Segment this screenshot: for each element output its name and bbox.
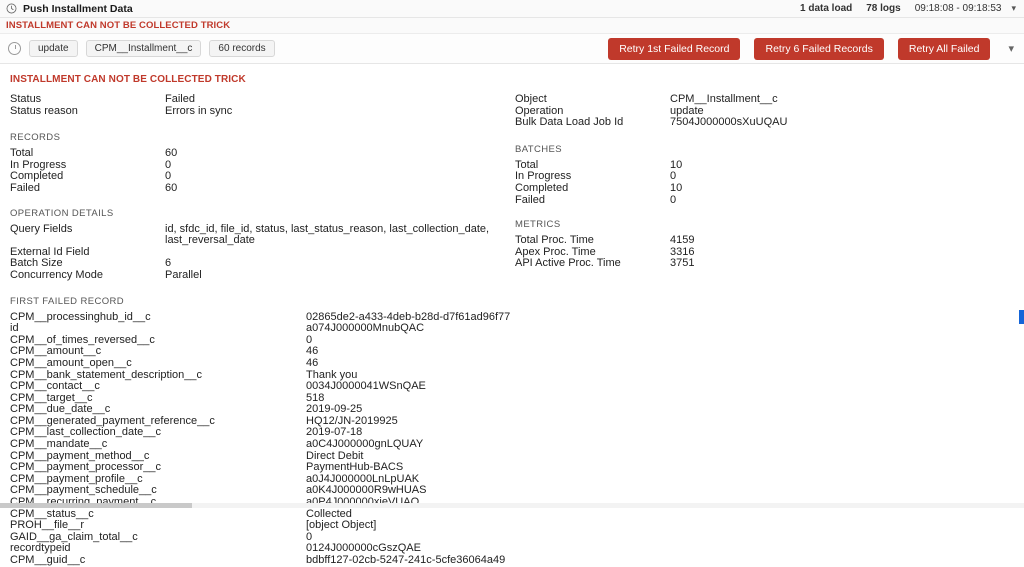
field-row: [10, 106, 512, 118]
field-label: CPM__due_date__c: [10, 403, 111, 416]
field-label: CPM__last_collection_date__c: [10, 426, 162, 439]
field-row: [515, 160, 1014, 172]
field-row: [515, 235, 1014, 247]
field-value: 2019-09-25: [306, 403, 363, 416]
operation-pill[interactable]: update: [29, 40, 78, 57]
data-load-count: 1 data load: [800, 3, 853, 14]
field-label: Total: [10, 147, 34, 160]
field-row: [515, 171, 1014, 183]
field-label: Operation: [515, 104, 564, 117]
field-label: Failed: [10, 181, 40, 194]
summary-left-column: [10, 94, 512, 282]
object-pill[interactable]: CPM__Installment__c: [86, 40, 202, 57]
field-value: 46: [306, 345, 319, 358]
field-value: 0: [670, 193, 677, 206]
field-row: [10, 148, 512, 160]
field-label: Query Fields: [10, 222, 73, 235]
field-value: a0K4J000000R9wHUAS: [306, 484, 427, 497]
field-value: bdbff127-02cb-5247-241c-5cfe36064a49: [306, 554, 506, 566]
field-value: 0: [165, 170, 172, 183]
field-value: 60: [165, 181, 178, 194]
chevron-down-icon[interactable]: ▾: [1008, 43, 1014, 55]
chevron-down-icon[interactable]: ▾: [1011, 3, 1016, 13]
field-value: a074J000000MnubQAC: [306, 322, 425, 335]
field-label: CPM__bank_statement_description__c: [10, 368, 203, 381]
field-row: [10, 393, 1014, 405]
field-row: [10, 474, 1014, 486]
clock-icon: [6, 3, 17, 14]
field-label: Status reason: [10, 104, 78, 117]
field-value: 46: [306, 356, 319, 369]
field-label: Apex Proc. Time: [515, 245, 596, 258]
field-row: [10, 323, 1014, 335]
field-row: [10, 532, 1014, 544]
field-label: CPM__payment_profile__c: [10, 472, 143, 485]
section-title-operation-details: OPERATION DETAILS: [10, 207, 114, 219]
field-value: 10: [670, 181, 683, 194]
field-label: Batch Size: [10, 257, 63, 270]
field-value: Failed: [165, 93, 195, 105]
field-label: recordtypeid: [10, 542, 71, 555]
detail-body: [0, 64, 1024, 566]
field-row: [10, 335, 1014, 347]
first-failed-record-section: [0, 296, 1024, 567]
field-value: Direct Debit: [306, 449, 364, 462]
record-toolbar: [0, 34, 1024, 64]
field-label: Object: [515, 93, 547, 105]
field-label: In Progress: [515, 170, 572, 183]
field-label: CPM__amount__c: [10, 345, 102, 358]
field-row: [10, 270, 512, 282]
vertical-scroll-marker[interactable]: [1019, 310, 1024, 324]
field-value: [object Object]: [306, 519, 377, 532]
field-value: 6: [165, 257, 172, 270]
retry-first-failed-record-button[interactable]: Retry 1st Failed Record: [608, 38, 740, 60]
field-value: 2019-07-18: [306, 426, 363, 439]
field-row: [10, 171, 512, 183]
field-label: PROH__file__r: [10, 519, 84, 532]
field-value: 3316: [670, 245, 695, 258]
field-value: PaymentHub-BACS: [306, 461, 404, 474]
field-label: Completed: [515, 181, 569, 194]
field-label: CPM__amount_open__c: [10, 356, 132, 369]
section-title-records: RECORDS: [10, 132, 61, 144]
field-label: Failed: [515, 193, 545, 206]
field-value: 0: [670, 170, 677, 183]
field-value: 0034J0000041WSnQAE: [306, 380, 426, 393]
field-label: CPM__target__c: [10, 391, 93, 404]
field-value: 60: [165, 147, 178, 160]
field-label: CPM__contact__c: [10, 380, 100, 393]
alert-banner: INSTALLMENT CAN NOT BE COLLECTED TRICK: [0, 18, 1024, 34]
field-value: 0: [306, 530, 313, 543]
field-label: External Id Field: [10, 245, 90, 258]
clock-icon: [8, 42, 21, 55]
field-row: [10, 358, 1014, 370]
field-label: Total Proc. Time: [515, 234, 594, 247]
field-value: 0: [165, 158, 172, 171]
field-row: [10, 520, 1014, 532]
field-row: [10, 312, 1014, 324]
section-title-first-failed-record: FIRST FAILED RECORD: [10, 295, 125, 307]
field-value: CPM__Installment__c: [670, 93, 778, 105]
field-value: HQ12/JN-2019925: [306, 414, 398, 427]
page-title: Push Installment Data: [23, 2, 133, 15]
field-value: a0C4J000000gnLQUAY: [306, 438, 424, 451]
field-row: [10, 183, 512, 195]
field-row: [10, 427, 1014, 439]
field-label: CPM__mandate__c: [10, 438, 108, 451]
field-value: 4159: [670, 234, 695, 247]
field-value: 7504J000000sXuUQAU: [670, 116, 788, 129]
field-label: CPM__status__c: [10, 507, 94, 520]
field-row: [10, 543, 1014, 555]
time-range: 09:18:08 - 09:18:53: [914, 3, 1002, 14]
field-row: [10, 509, 1014, 521]
field-row: [10, 94, 512, 106]
field-row: [515, 195, 1014, 207]
field-row: [10, 247, 512, 259]
field-label: In Progress: [10, 158, 67, 171]
field-row: [10, 160, 512, 172]
field-value: 3751: [670, 257, 695, 270]
field-row: [10, 224, 512, 247]
field-label: CPM__payment_processor__c: [10, 461, 162, 474]
logs-count: 78 logs: [866, 3, 901, 14]
field-value: update: [670, 104, 704, 117]
records-pill[interactable]: 60 records: [209, 40, 274, 57]
horizontal-scrollbar[interactable]: [0, 503, 1024, 508]
field-value: 02865de2-a433-4deb-b28d-d7f61ad96f77: [306, 310, 511, 323]
field-label: GAID__ga_claim_total__c: [10, 530, 138, 543]
field-row: [10, 439, 1014, 451]
field-value: id, sfdc_id, file_id, status, last_status_reason, last_collection_date, last_reversal_date: [165, 222, 490, 247]
field-label: Concurrency Mode: [10, 268, 103, 281]
field-label: CPM__payment_method__c: [10, 449, 150, 462]
field-label: Status: [10, 93, 42, 105]
field-value: 518: [306, 391, 325, 404]
field-label: CPM__of_times_reversed__c: [10, 333, 155, 346]
error-heading: INSTALLMENT CAN NOT BE COLLECTED TRICK: [10, 74, 246, 85]
field-value: 10: [670, 158, 683, 171]
retry-all-failed-button[interactable]: Retry All Failed: [898, 38, 991, 60]
summary-right-column: [512, 94, 1014, 282]
field-value: Parallel: [165, 268, 202, 281]
field-value: Collected: [306, 507, 352, 520]
field-value: 0124J000000cGszQAE: [306, 542, 421, 555]
field-label: CPM__generated_payment_reference__c: [10, 414, 215, 427]
field-row: [10, 485, 1014, 497]
field-label: Total: [515, 158, 539, 171]
field-label: API Active Proc. Time: [515, 257, 621, 270]
field-label: CPM__processinghub_id__c: [10, 310, 151, 323]
field-value: a0J4J000000LnLpUAK: [306, 472, 420, 485]
field-row: [10, 346, 1014, 358]
field-row: [10, 555, 1014, 567]
section-title-metrics: METRICS: [515, 219, 561, 231]
section-title-batches: BATCHES: [515, 143, 562, 155]
field-label: Bulk Data Load Job Id: [515, 116, 624, 129]
field-label: id: [10, 322, 19, 335]
retry-six-failed-records-button[interactable]: Retry 6 Failed Records: [754, 38, 883, 60]
horizontal-scroll-thumb[interactable]: [0, 503, 192, 508]
field-row: [10, 462, 1014, 474]
field-label: CPM__guid__c: [10, 554, 86, 566]
summary-columns: [0, 94, 1024, 282]
field-label: CPM__payment_schedule__c: [10, 484, 157, 497]
field-row: [515, 183, 1014, 195]
field-value: Errors in sync: [165, 104, 233, 117]
top-bar: [0, 0, 1024, 18]
field-row: [10, 370, 1014, 382]
field-value: 0: [306, 333, 313, 346]
field-row: [515, 258, 1014, 270]
field-row: [515, 117, 1014, 129]
field-row: [10, 381, 1014, 393]
field-label: Completed: [10, 170, 64, 183]
field-value: Thank you: [306, 368, 358, 381]
field-row: [515, 94, 1014, 106]
